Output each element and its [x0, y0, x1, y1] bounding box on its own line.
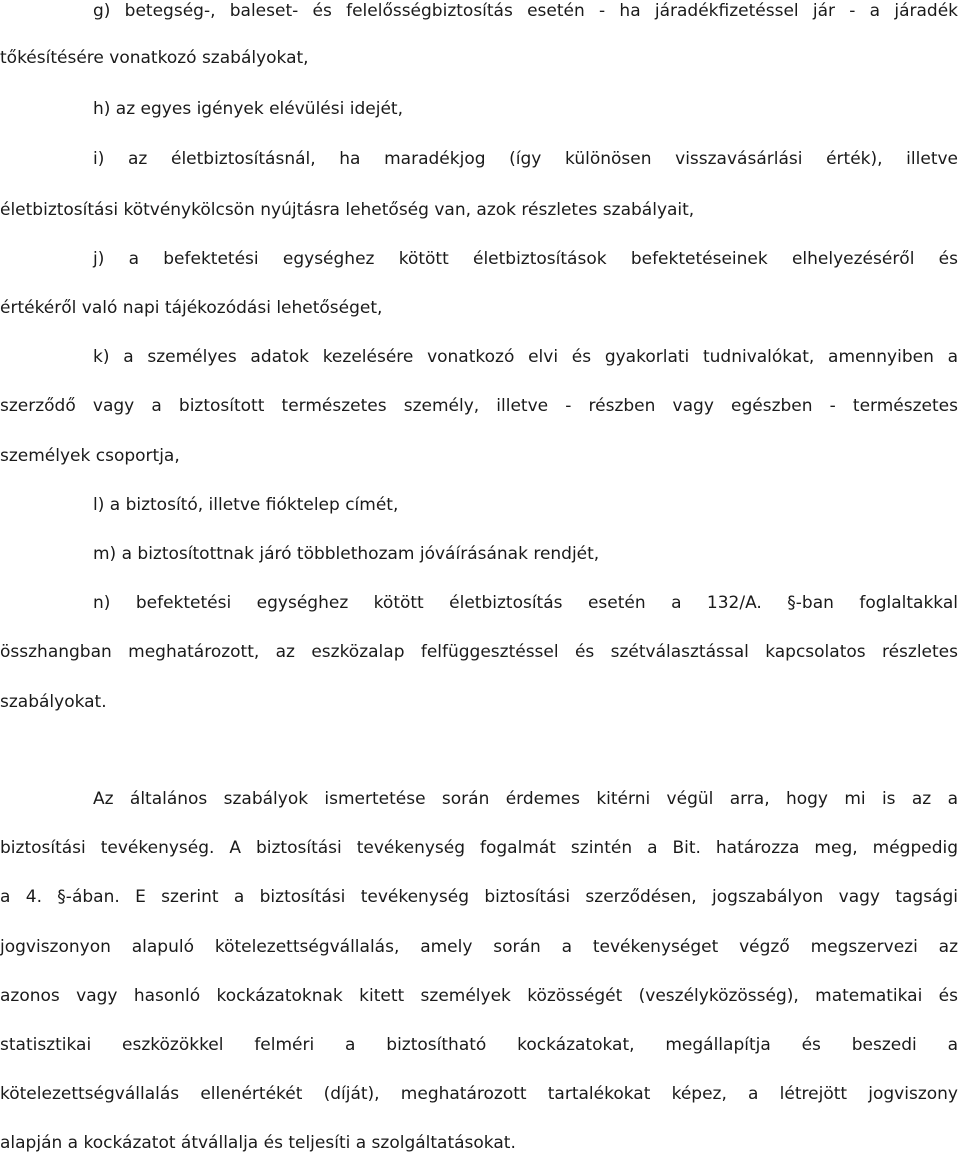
paragraph-line-3: a 4. §-ában. E szerint a biztosítási tevékenység biztosítási szerződésen, jogszabályon vagy tagsági [0, 887, 958, 907]
text-line-i-cont: életbiztosítási kötvénykölcsön nyújtásra lehetőség van, azok részletes szabályait, [0, 200, 695, 220]
text-line-n-cont-2: szabályokat. [0, 692, 107, 712]
text-line-n-cont-1: összhangban meghatározott, az eszközalap felfüggesztéssel és szétválasztással kapcsolatos részletes [0, 642, 958, 662]
paragraph-line-4: jogviszonyon alapuló kötelezettségvállalás, amely során a tevékenységet végző megszervezi az [0, 937, 958, 957]
paragraph-line-1: Az általános szabályok ismertetése során érdemes kitérni végül arra, hogy mi is az a [93, 789, 958, 809]
text-line-l: l) a biztosító, illetve fióktelep címét, [93, 495, 399, 515]
text-line-k-cont-1: szerződő vagy a biztosított természetes személy, illetve - részben vagy egészben - természetes [0, 396, 958, 416]
paragraph-line-7: kötelezettségvállalás ellenértékét (díját), meghatározott tartalékokat képez, a létrejött jogviszony [0, 1084, 958, 1104]
text-line-m: m) a biztosítottnak járó többlethozam jóváírásának rendjét, [93, 544, 600, 564]
text-line-g: g) betegség-, baleset- és felelősségbiztosítás esetén - ha járadékfizetéssel jár - a járadék [93, 1, 958, 21]
text-line-n: n) befektetési egységhez kötött életbiztosítás esetén a 132/A. §-ban foglaltakkal [93, 593, 958, 613]
paragraph-line-5: azonos vagy hasonló kockázatoknak kitett személyek közösségét (veszélyközösség), matematikai és [0, 986, 958, 1006]
text-line-g-cont: tőkésítésére vonatkozó szabályokat, [0, 48, 309, 68]
text-line-h: h) az egyes igények elévülési idejét, [93, 99, 403, 119]
text-line-j-cont: értékéről való napi tájékozódási lehetőséget, [0, 298, 383, 318]
text-line-k: k) a személyes adatok kezelésére vonatkozó elvi és gyakorlati tudnivalókat, amennyiben a [93, 347, 958, 367]
text-line-j: j) a befektetési egységhez kötött életbiztosítások befektetéseinek elhelyezéséről és [93, 249, 958, 269]
paragraph-line-6: statisztikai eszközökkel felméri a biztosítható kockázatokat, megállapítja és beszedi a [0, 1035, 958, 1055]
text-line-i: i) az életbiztosításnál, ha maradékjog (így különösen visszavásárlási érték), illetve [93, 149, 958, 169]
text-line-k-cont-2: személyek csoportja, [0, 446, 180, 466]
paragraph-line-2: biztosítási tevékenység. A biztosítási tevékenység fogalmát szintén a Bit. határozza meg, mégpedig [0, 838, 958, 858]
paragraph-line-8: alapján a kockázatot átvállalja és teljesíti a szolgáltatásokat. [0, 1133, 516, 1153]
